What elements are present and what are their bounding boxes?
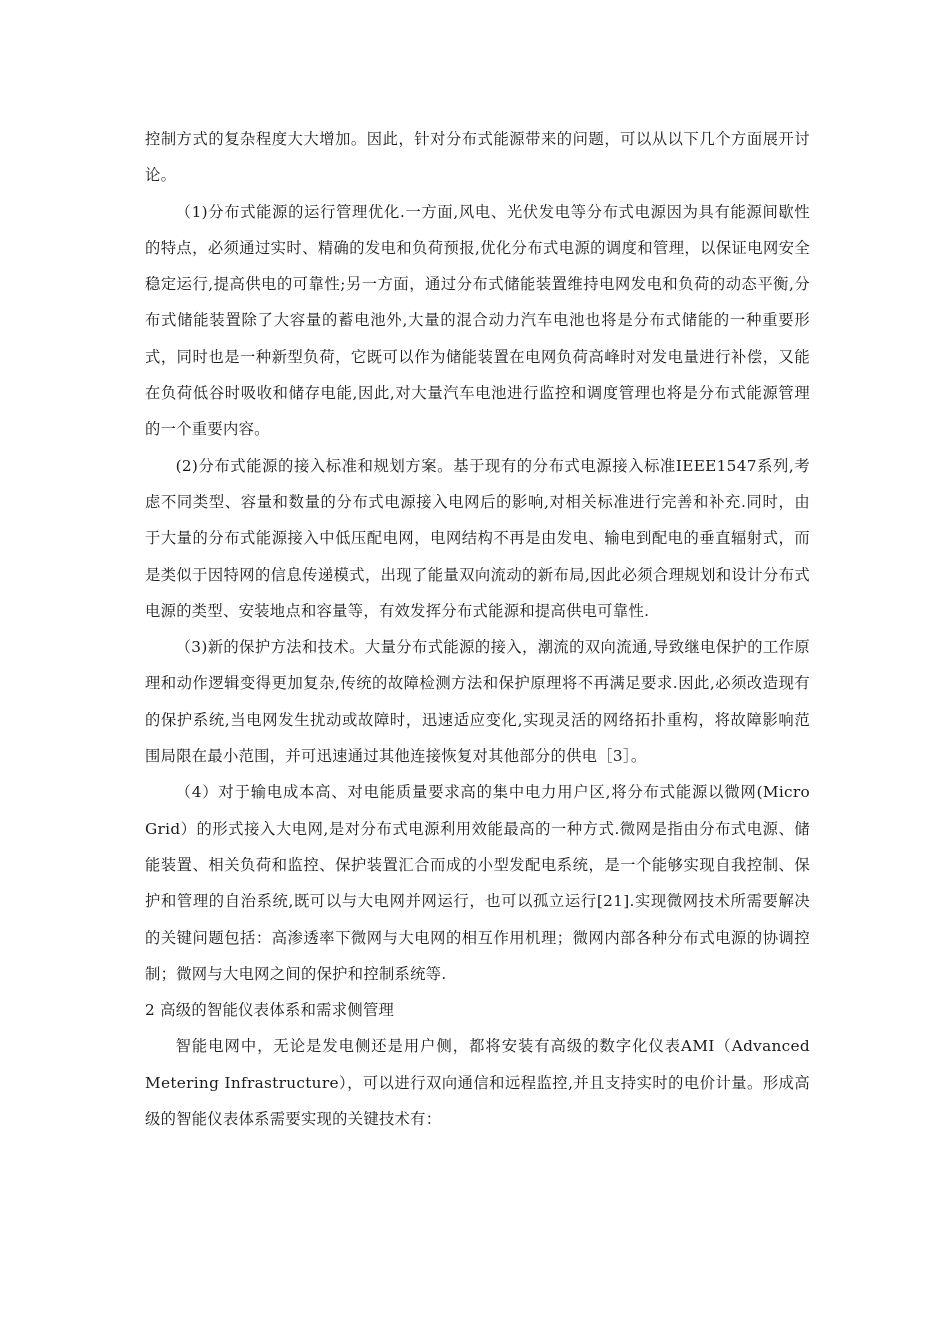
paragraph-item-1: （1)分布式能源的运行管理优化.一方面,风电、光伏发电等分布式电源因为具有能源间歇性的特点，必须通过实时、精确的发电和负荷预报,优化分布式电源的调度和管理，以保证电网安全稳定运行,提高供电的可靠性;另一方面，通过分布式储能装置维持电网发电和负荷的动态平衡,分布式储能装置除了大容量的蓄电池外,大量的混合动力汽车电池也将是分布式储能的一种重要形式，同时也是一种新型负荷，它既可以作为储能装置在电网负荷高峰时对发电量进行补偿，又能在负荷低谷时吸收和储存电能,因此,对大量汽车电池进行监控和调度管理也将是分布式能源管理的一个重要内容。: [145, 202, 810, 439]
paragraph-intro-continuation: 控制方式的复杂程度大大增加。因此，针对分布式能源带来的问题，可以从以下几个方面展开讨论。: [145, 130, 810, 185]
paragraph-smart-meter: 智能电网中，无论是发电侧还是用户侧，都将安装有高级的数字化仪表AMI（Advanced Metering Infrastructure），可以进行双向通信和远程监控,并且支持实时的电价计量。形成高级的智能仪表体系需要实现的关键技术有：: [145, 1037, 810, 1129]
paragraph-item-4: （4）对于输电成本高、对电能质量要求高的集中电力用户区,将分布式能源以微网(Micro Grid）的形式接入大电网,是对分布式电源利用效能最高的一种方式.微网是指由分布式电源、储能装置、相关负荷和监控、保护装置汇合而成的小型发配电系统，是一个能够实现自我控制、保护和管理的自治系统,既可以与大电网并网运行，也可以孤立运行[21].实现微网技术所需要解决的关键问题包括：高渗透率下微网与大电网的相互作用机理；微网内部各种分布式电源的协调控制；微网与大电网之间的保护和控制系统等.: [145, 783, 810, 983]
document-page: [145, 121, 810, 1137]
section-heading: 2 高级的智能仪表体系和需求侧管理: [145, 1001, 395, 1020]
paragraph-item-2: (2)分布式能源的接入标准和规划方案。基于现有的分布式电源接入标准IEEE1547系列,考虑不同类型、容量和数量的分布式电源接入电网后的影响,对相关标准进行完善和补充.同时，由于大量的分布式能源接入中低压配电网，电网结构不再是由发电、输电到配电的垂直辐射式，而是类似于因特网的信息传递模式，出现了能量双向流动的新布局,因此必须合理规划和设计分布式电源的类型、安装地点和容量等，有效发挥分布式能源和提高供电可靠性.: [145, 456, 810, 620]
paragraph-item-3: （3)新的保护方法和技术。大量分布式能源的接入，潮流的双向流通,导致继电保护的工作原理和动作逻辑变得更加复杂,传统的故障检测方法和保护原理将不再满足要求.因此,必须改造现有的保护系统,当电网发生扰动或故障时，迅速适应变化,实现灵活的网络拓扑重构，将故障影响范围局限在最小范围，并可迅速通过其他连接恢复对其他部分的供电［3］。: [145, 638, 810, 766]
